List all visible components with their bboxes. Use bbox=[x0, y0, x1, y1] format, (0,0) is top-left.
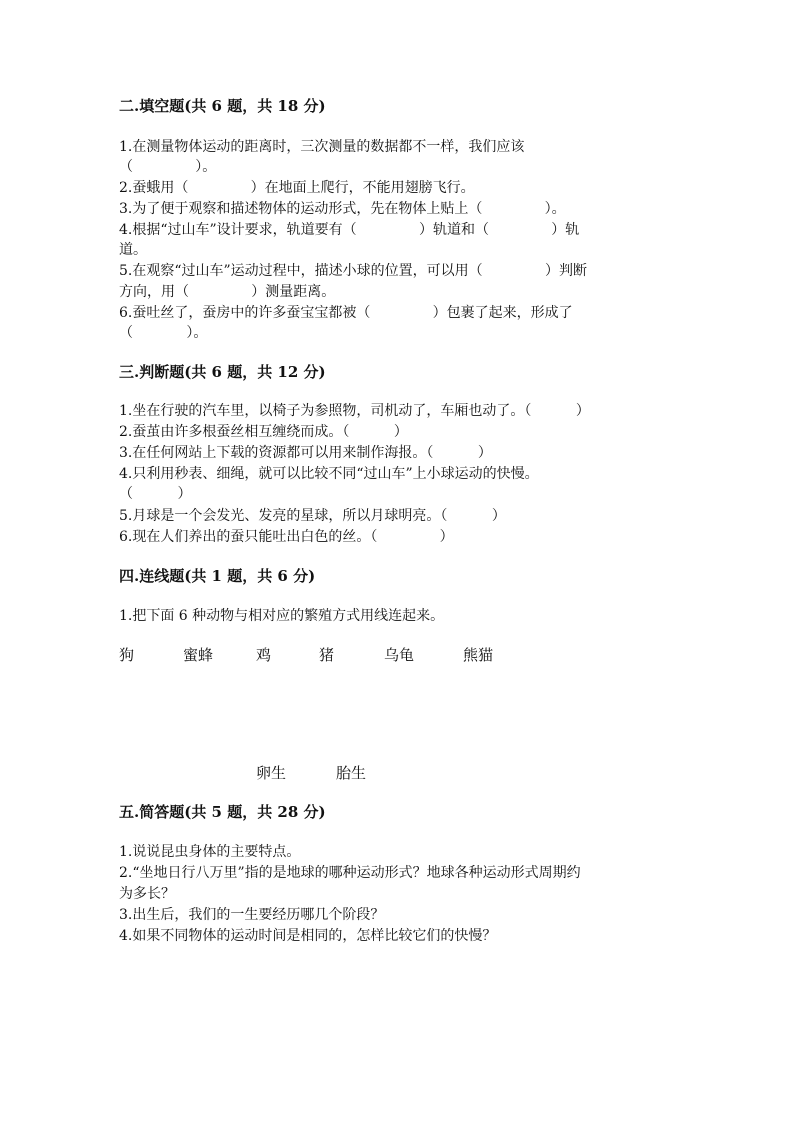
section-heading-fill-blank: 二.填空题(共 6 题，共 18 分) bbox=[119, 97, 326, 115]
section-heading-true-false: 三.判断题(共 6 题，共 12 分) bbox=[119, 363, 326, 381]
question-line: 3.为了便于观察和描述物体的运动形式，先在物体上贴上（ ）。 bbox=[119, 201, 566, 217]
question-line: 1.在测量物体运动的距离时，三次测量的数据都不一样，我们应该 bbox=[119, 139, 525, 155]
question-line: 1.说说昆虫身体的主要特点。 bbox=[119, 844, 301, 860]
reproduction-method: 卵生 bbox=[256, 764, 287, 782]
question-line: 2.蚕蛾用（ ）在地面上爬行，不能用翅膀飞行。 bbox=[119, 180, 475, 196]
question-line: 5.月球是一个会发光、发亮的星球，所以月球明亮。（ ） bbox=[119, 508, 506, 524]
question-line: 2.蚕茧由许多根蚕丝相互缠绕而成。（ ） bbox=[119, 424, 408, 440]
animal-item: 熊猫 bbox=[463, 646, 494, 664]
animal-item: 狗 bbox=[119, 646, 135, 664]
animal-item: 猪 bbox=[319, 646, 335, 664]
question-line: 4.如果不同物体的运动时间是相同的，怎样比较它们的快慢？ bbox=[119, 928, 497, 944]
question-line: 3.出生后，我们的一生要经历哪几个阶段？ bbox=[119, 907, 385, 923]
question-line: 道。 bbox=[119, 242, 147, 258]
question-line: 4.根据“过山车”设计要求，轨道要有（ ）轨道和（ ）轨 bbox=[119, 222, 580, 238]
animal-item: 蜜蜂 bbox=[183, 646, 214, 664]
question-line: 1.坐在行驶的汽车里，以椅子为参照物，司机动了，车厢也动了。（ ） bbox=[119, 403, 590, 419]
animal-item: 乌龟 bbox=[384, 646, 415, 664]
question-line: 6.蚕吐丝了，蚕房中的许多蚕宝宝都被（ ）包裹了起来，形成了 bbox=[119, 305, 573, 321]
question-line: 3.在任何网站上下载的资源都可以用来制作海报。（ ） bbox=[119, 445, 492, 461]
question-line: （ ）。 bbox=[119, 325, 208, 341]
section-heading-matching: 四.连线题(共 1 题，共 6 分) bbox=[119, 567, 316, 585]
question-line: （ ） bbox=[119, 486, 192, 502]
question-line: 4.只利用秒表、细绳，就可以比较不同“过山车”上小球运动的快慢。 bbox=[119, 466, 539, 482]
question-line: 方向，用（ ）测量距离。 bbox=[119, 284, 336, 300]
animal-item: 鸡 bbox=[256, 646, 272, 664]
reproduction-method: 胎生 bbox=[336, 764, 367, 782]
question-line: 6.现在人们养出的蚕只能吐出白色的丝。（ ） bbox=[119, 529, 454, 545]
question-line: 为多长？ bbox=[119, 886, 175, 902]
section-heading-short-answer: 五.简答题(共 5 题，共 28 分) bbox=[119, 803, 326, 821]
question-line: 5.在观察“过山车”运动过程中，描述小球的位置，可以用（ ）判断 bbox=[119, 263, 587, 279]
question-line: （ ）。 bbox=[119, 159, 217, 175]
question-line: 1.把下面 6 种动物与相对应的繁殖方式用线连起来。 bbox=[119, 608, 445, 624]
question-line: 2.“坐地日行八万里”指的是地球的哪种运动形式？地球各种运动形式周期约 bbox=[119, 865, 581, 881]
